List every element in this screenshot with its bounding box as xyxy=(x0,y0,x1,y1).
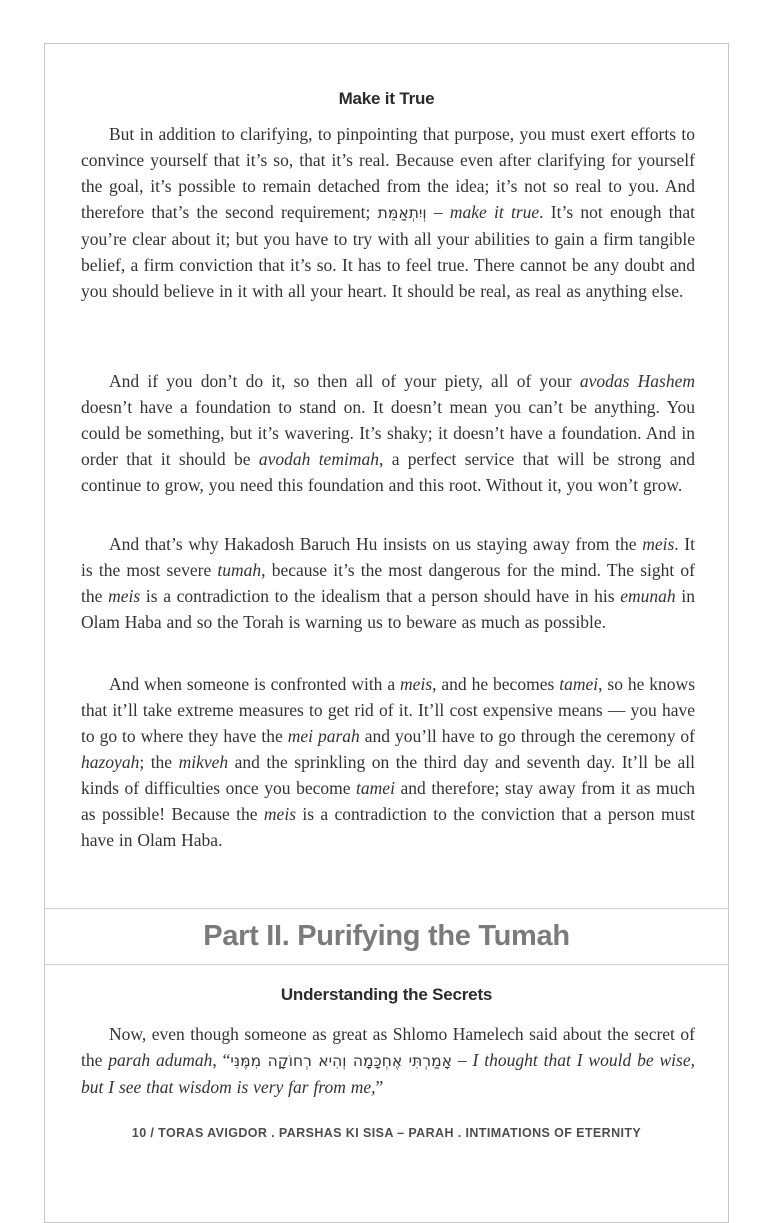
part-header-title: Part II. Purifying the Tumah xyxy=(203,920,570,952)
paragraph-confronted-meis: And when someone is confronted with a meis, and he becomes tamei, so he knows that it’ll take extreme measures to get rid of it. It’ll cost expensive means — you have to go to where they have the mei parah and you’ll have to go through the ceremony of hazoyah; the mikveh and the sprinkling on the third day and seventh day. It’ll be all kinds of difficulties once you become tamei and therefore; stay away from it as much as possible! Because the meis is a contradiction to the conviction that a person must have in Olam Haba. xyxy=(81,674,696,850)
paragraph-shlomo-hamelech: Now, even though someone as great as Shlomo Hamelech said about the secret of the parah adumah, “אָמַרְתִּי אֶחְכָּמָה וְהִיא רְחוֹקָה מִמֶּנִּי – I thought that I would be wise, but I see that wisdom is very far from me,” xyxy=(81,1024,695,1097)
book-page xyxy=(44,43,729,1223)
section-heading-make-it-true: Make it True xyxy=(338,89,435,108)
paragraph-foundation: And if you don’t do it, so then all of your piety, all of your avodas Hashem doesn’t have a foundation to stand on. It doesn’t mean you can’t be anything. You could be something, but it’s wavering. It’s shaky; it doesn’t have a foundation. And in order that it should be avodah temimah, a perfect service that will be strong and continue to grow, you need this foundation and this root. Without it, you won’t grow. xyxy=(81,371,696,495)
paragraph-staying-away: And that’s why Hakadosh Baruch Hu insists on us staying away from the meis. It is the most severe tumah, because it’s the most dangerous for the mind. The sight of the meis is a contradiction to the idealism that a person should have in his emunah in Olam Haba and so the Torah is warning us to beware as much as possible. xyxy=(81,534,695,632)
paragraph-clarifying: But in addition to clarifying, to pinpointing that purpose, you must exert efforts to convince yourself that it’s so, that it’s real. Because even after clarifying for yourself the goal, it’s possible to remain detached from the idea; it’s not so real to you. And therefore that’s the second requirement; וְיִתְאַמֵּת – make it true. It’s not enough that you’re clear about it; but you have to try with all your abilities to gain a firm tangible belief, a firm conviction that it’s so. It has to feel true. There cannot be any doubt and you should believe in it with all your heart. It should be real, as real as anything else. xyxy=(81,124,695,301)
part-header-divider xyxy=(44,908,729,965)
section-heading-understanding-secrets: Understanding the Secrets xyxy=(280,985,493,1004)
page-footer: 10 / TORAS AVIGDOR . PARSHAS KI SISA – PARAH . INTIMATIONS OF ETERNITY xyxy=(131,1126,642,1140)
